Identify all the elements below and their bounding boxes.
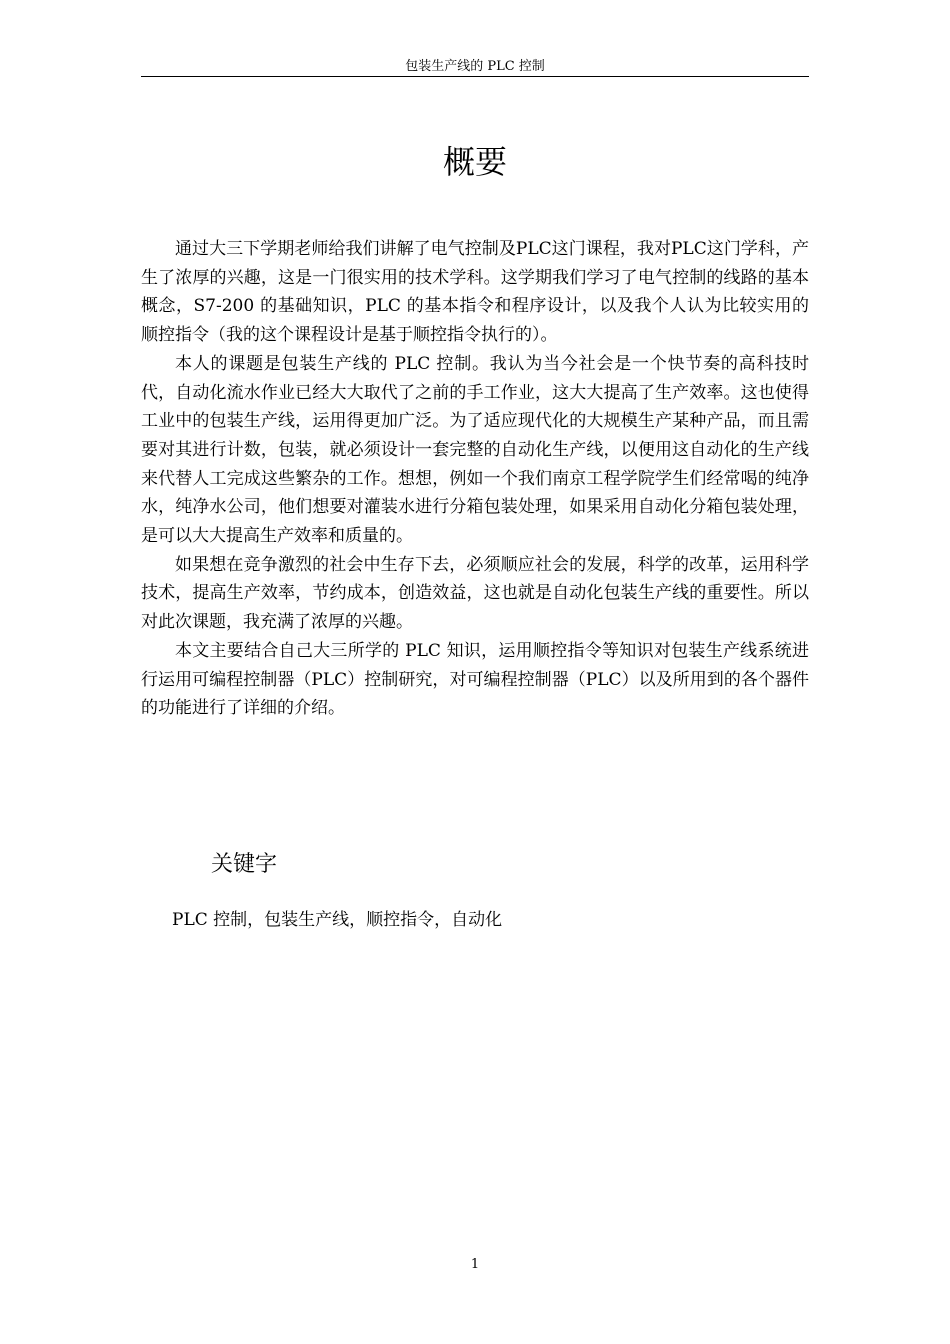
page-number: 1 [470, 1257, 480, 1272]
running-header: 包装生产线的 PLC 控制 [405, 59, 545, 74]
keywords-text: PLC 控制，包装生产线，顺控指令，自动化 [172, 910, 503, 930]
abstract-body [141, 235, 809, 723]
paragraph-3: 如果想在竞争激烈的社会中生存下去，必须顺应社会的发展，科学的改革，运用科学技术，提高生产效率，节约成本，创造效益，这也就是自动化包装生产线的重要性。所以对此次课题，我充满了浓厚的兴趣。 [141, 554, 809, 633]
page-title: 概要 [442, 143, 507, 181]
paragraph-2: 本人的课题是包装生产线的 PLC 控制。我认为当今社会是一个快节奏的高科技时代，自动化流水作业已经大大取代了之前的手工作业，这大大提高了生产效率。这也使得工业中的包装生产线，运用得更加广泛。为了适应现代化的大规模生产某种产品，而且需要对其进行计数，包装，就必须设计一套完整的自动化生产线，以便用这自动化的生产线来代替人工完成这些繁杂的工作。想想，例如一个我们南京工程学院学生们经常喝的纯净水，纯净水公司，他们想要对灌装水进行分箱包装处理，如果采用自动化分箱包装处理，是可以大大提高生产效率和质量的。 [141, 353, 809, 547]
paragraph-1: 通过大三下学期老师给我们讲解了电气控制及PLC这门课程，我对PLC这门学科，产生了浓厚的兴趣，这是一门很实用的技术学科。这学期我们学习了电气控制的线路的基本概念，S7-200 的基础知识，PLC 的基本指令和程序设计，以及我个人认为比较实用的顺控指令（我的这个课程设计是基于顺控指令执行的）。 [141, 239, 809, 346]
paragraph-4: 本文主要结合自己大三所学的 PLC 知识，运用顺控指令等知识对包装生产线系统进行运用可编程控制器（PLC）控制研究，对可编程控制器（PLC）以及所用到的各个器件的功能进行了详细的介绍。 [141, 640, 809, 719]
keywords-heading: 关键字 [211, 852, 278, 877]
header-rule [141, 76, 809, 77]
